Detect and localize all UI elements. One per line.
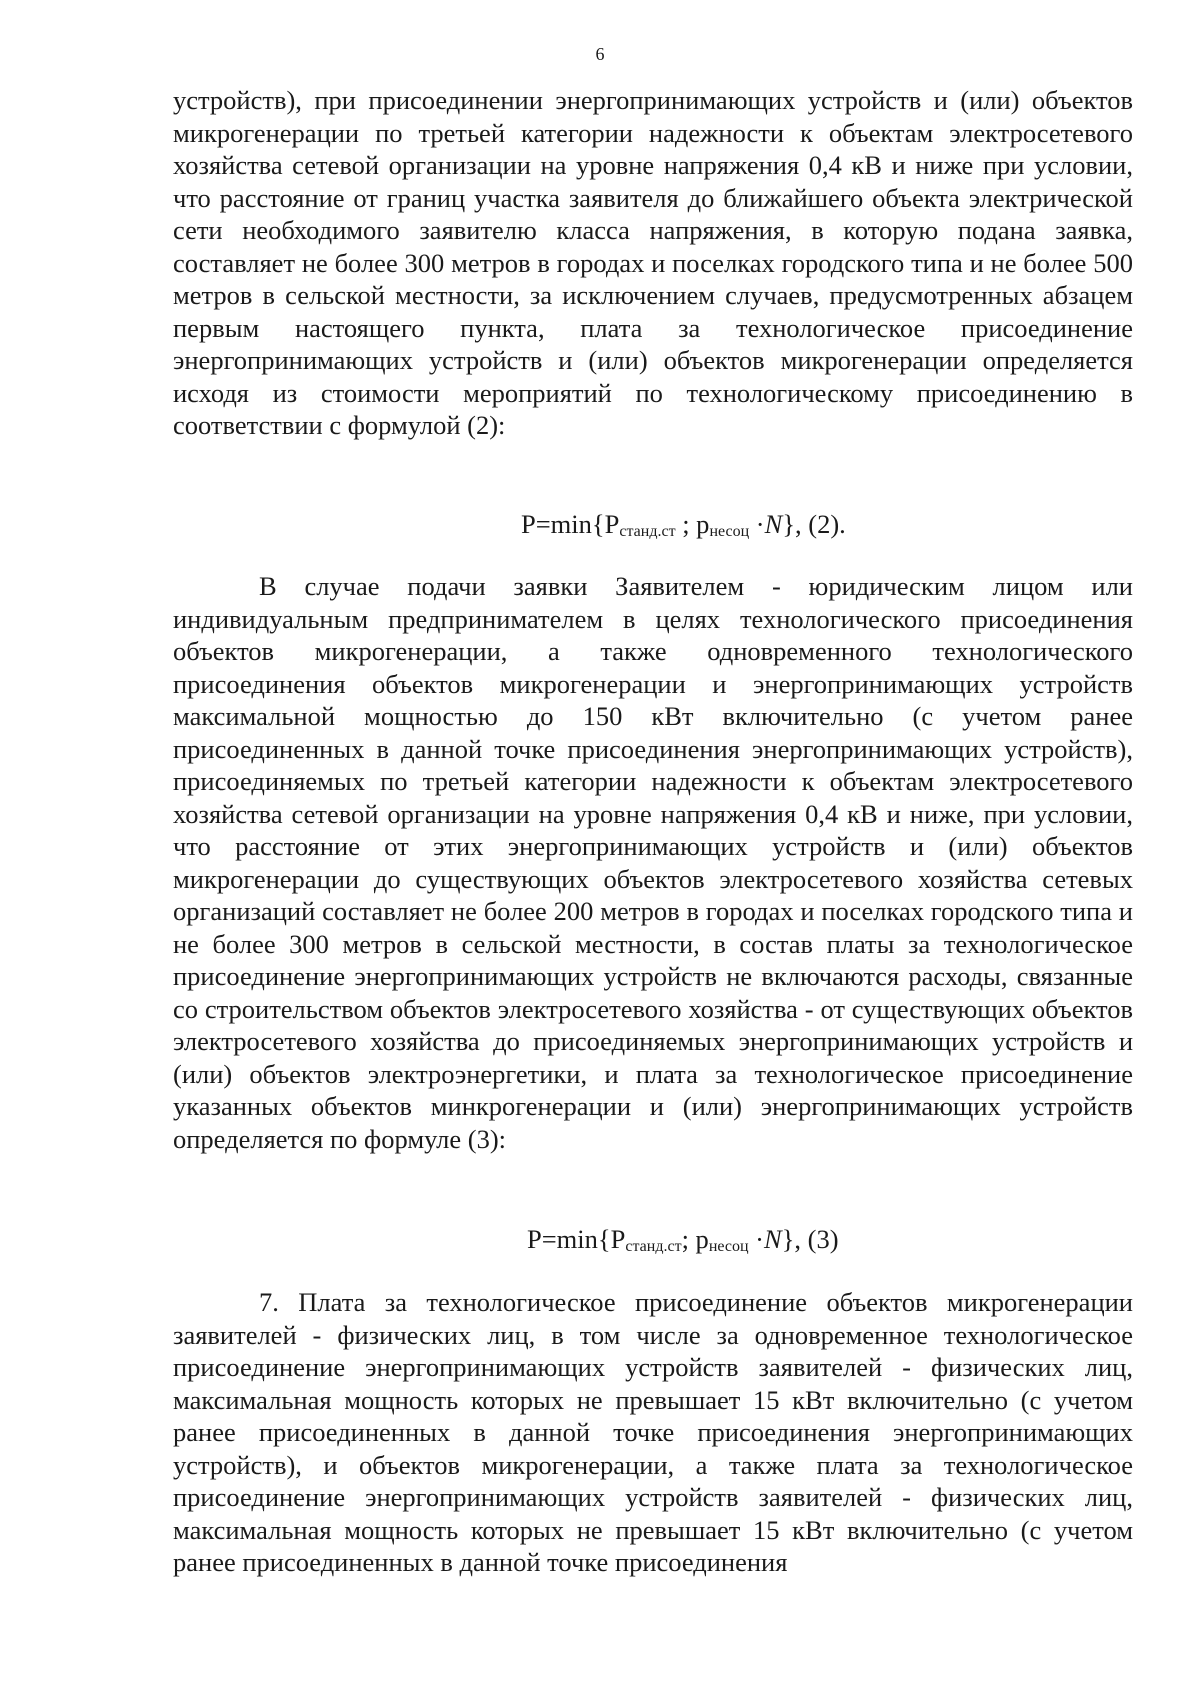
formula-2-lhs: P=min{P: [521, 509, 620, 539]
formula-3: [0, 1223, 1200, 1255]
formula-3-variable-n: N: [764, 1224, 782, 1254]
formula-3-separator: ; p: [681, 1224, 709, 1254]
formula-2-separator: ; p: [675, 509, 710, 539]
formula-2: [0, 508, 1200, 540]
formula-2-variable-n: N: [764, 509, 783, 539]
formula-2-sub-nesots: несоц: [709, 523, 750, 540]
formula-2-dot: ·: [749, 509, 765, 539]
formula-2-sub-standard: станд.ст: [619, 523, 676, 540]
paragraph-legal-entities: В случае подачи заявки Заявителем - юридическим лицом или индивидуальным предпринимателем в целях технологического присоединения объектов микрогенерации, а также одновременного технологического присоединения объектов микрогенерации и энергопринимающих устройств максимальной мощностью до 150 кВт включительно (с учетом ранее присоединенных в данной точке присоединения энергопринимающих устройств), присоединяемых по третьей категории надежности к объектам электросетевого хозяйства сетевой организации на уровне напряжения 0,4 кВ и ниже, при условии, что расстояние от этих энергопринимающих устройств и (или) объектов микрогенерации до существующих объектов электросетевого хозяйства сетевых организаций составляет не более 200 метров в городах и поселках городского типа и не более 300 метров в сельской местности, в состав платы за технологическое присоединение энергопринимающих устройств не включаются расходы, связанные со строительством объектов электросетевого хозяйства - от существующих объектов электросетевого хозяйства до присоединяемых энергопринимающих устройств и (или) объектов электроэнергетики, и плата за технологическое присоединение указанных объектов минкрогенерации и (или) энергопринимающих устройств определяется по формуле (3):: [173, 571, 1133, 1154]
formula-3-sub-nesots: несоц: [708, 1238, 749, 1255]
paragraph-item-7: 7. Плата за технологическое присоединение объектов микрогенерации заявителей - физических лиц, в том числе за одновременное технологическое присоединение энергопринимающих устройств заявителей - физических лиц, максимальная мощность которых не превышает 15 кВт включительно (с учетом ранее присоединенных в данной точке присоединения энергопринимающих устройств), и объектов микрогенерации, а также плата за технологическое присоединение энергопринимающих устройств заявителей - физических лиц, максимальная мощность которых не превышает 15 кВт включительно (с учетом ранее присоединенных в данной точке присоединения: [173, 1287, 1133, 1577]
formula-3-lhs: P=min{P: [527, 1224, 626, 1254]
formula-3-dot: ·: [748, 1224, 764, 1254]
formula-2-tail: }, (2).: [782, 509, 846, 539]
page-number: 6: [595, 44, 605, 64]
formula-3-sub-standard: станд.ст: [625, 1238, 682, 1255]
paragraph-continuation: устройств), при присоединении энергопринимающих устройств и (или) объектов микрогенерации по третьей категории надежности к объектам электросетевого хозяйства сетевой организации на уровне напряжения 0,4 кВ и ниже при условии, что расстояние от границ участка заявителя до ближайшего объекта электрической сети необходимого заявителю класса напряжения, в которую подана заявка, составляет не более 300 метров в городах и поселках городского типа и не более 500 метров в сельской местности, за исключением случаев, предусмотренных абзацем первым настоящего пункта, плата за технологическое присоединение энергопринимающих устройств и (или) объектов микрогенерации определяется исходя из стоимости мероприятий по технологическому присоединению в соответствии с формулой (2):: [173, 85, 1133, 440]
formula-3-tail: }, (3): [781, 1224, 839, 1254]
